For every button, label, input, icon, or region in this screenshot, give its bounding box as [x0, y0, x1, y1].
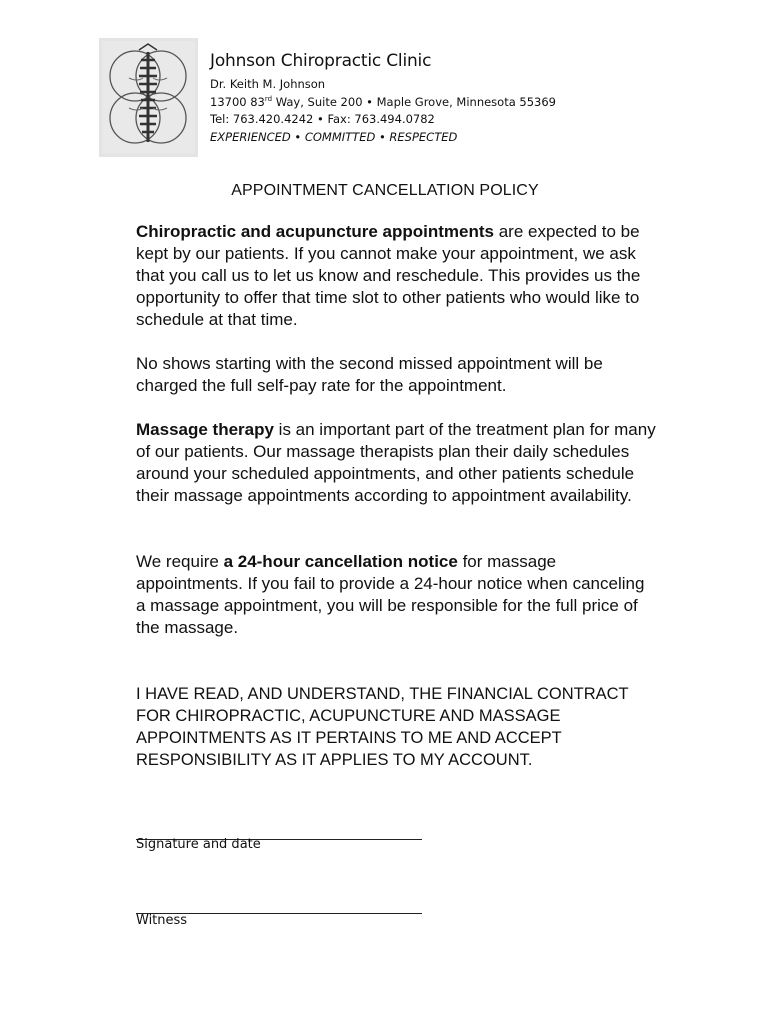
witness-label: Witness — [136, 913, 188, 928]
massage-paragraph — [136, 419, 656, 507]
massage-text: is an important part of the treatment plan for many of our patients. Our massage therapists plan their daily schedules around your scheduled appointments, and other patients schedule their massage appointments according to appointment availability. — [136, 420, 656, 505]
clinic-logo — [99, 38, 198, 157]
signature-label: Signature and date — [136, 837, 261, 852]
address-number: 13700 83 — [210, 94, 265, 109]
address-rest: Way, Suite 200 • Maple Grove, Minnesota 55369 — [272, 94, 557, 109]
spine-logo-icon — [99, 38, 198, 157]
notice-prefix: We require — [136, 552, 224, 571]
chiropractic-bold: Chiropractic and acupuncture appointments — [136, 222, 494, 241]
address-suffix: rd — [264, 94, 273, 103]
cancellation-notice-paragraph — [136, 551, 656, 639]
notice-bold: a 24-hour cancellation notice — [223, 552, 458, 571]
no-show-paragraph: No shows starting with the second missed appointment will be charged the full self-pay rate for the appointment. — [136, 354, 603, 395]
notice-text: for massage appointments. If you fail to provide a 24-hour notice when canceling a massage appointment, you will be responsible for the full price of the massage. — [136, 552, 645, 637]
chiropractic-paragraph — [136, 221, 656, 331]
clinic-name: Johnson Chiropractic Clinic — [210, 51, 432, 71]
phone-fax: Tel: 763.420.4242 • Fax: 763.494.0782 — [210, 112, 435, 126]
acknowledgement-statement: I HAVE READ, AND UNDERSTAND, THE FINANCIAL CONTRACT FOR CHIROPRACTIC, ACUPUNCTURE AND MASSAGE APPOINTMENTS AS IT PERTAINS TO ME AND ACCEPT RESPONSIBILITY AS IT APPLIES TO MY ACCOUNT. — [136, 685, 629, 769]
massage-bold: Massage therapy — [136, 420, 274, 439]
clinic-address — [210, 94, 556, 112]
letterhead — [210, 50, 556, 146]
clinic-motto: EXPERIENCED • COMMITTED • RESPECTED — [210, 129, 458, 144]
doctor-name: Dr. Keith M. Johnson — [210, 77, 326, 91]
policy-title: APPOINTMENT CANCELLATION POLICY — [231, 182, 539, 199]
chiropractic-text: are expected to be kept by our patients. If you cannot make your appointment, we ask that you call us to let us know and reschedule. This provides us the opportunity to offer that time slot to other patients who would like to schedule at that time. — [136, 222, 641, 329]
